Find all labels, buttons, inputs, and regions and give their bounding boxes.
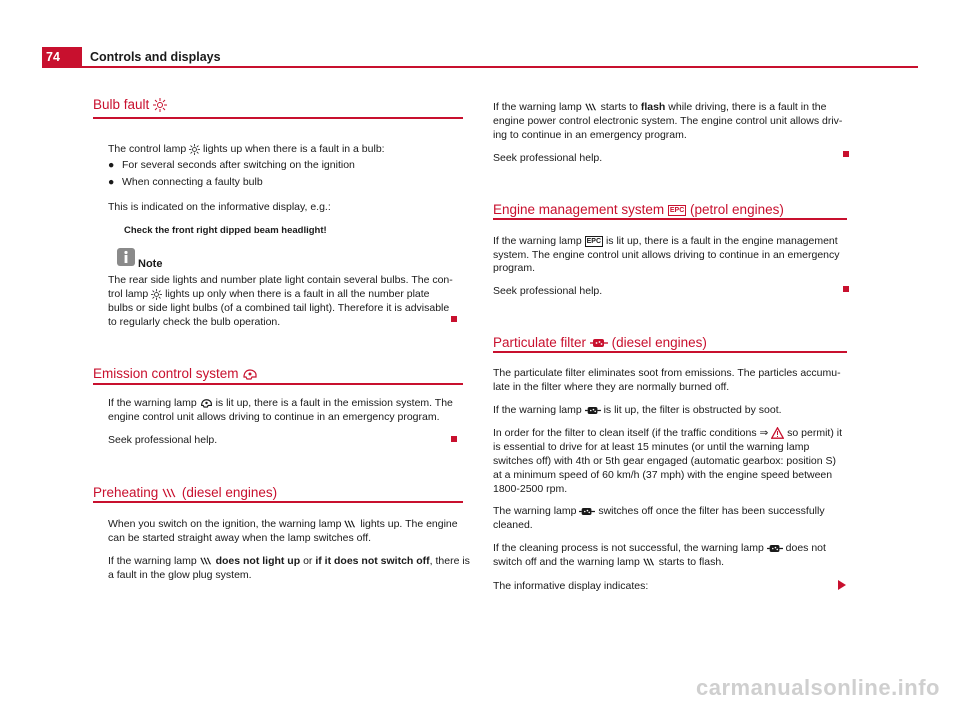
emission-lamp-icon bbox=[200, 398, 213, 408]
emission-title: Emission control system bbox=[93, 365, 258, 383]
glow-flash-line: ing to continue in an emergency program. bbox=[493, 129, 687, 141]
epc-title: Engine management system EPC (petrol engines) bbox=[493, 202, 784, 217]
section-end-mark bbox=[843, 151, 849, 157]
epc-line: program. bbox=[493, 262, 536, 274]
epc-lamp-icon: EPC bbox=[669, 206, 685, 214]
particulate-line: The particulate filter eliminates soot from emissions. The particles accumu- bbox=[493, 367, 841, 379]
glow-plug-icon bbox=[643, 557, 656, 567]
epc-lamp-icon: EPC bbox=[586, 237, 602, 245]
particulate-line: In order for the filter to clean itself (if the traffic conditions ⇒ so permit) it bbox=[493, 427, 842, 439]
particulate-line: late in the filter where they are normally burned off. bbox=[493, 381, 730, 393]
emission-rule bbox=[93, 383, 463, 385]
emission-help: Seek professional help. bbox=[108, 434, 218, 446]
particulate-filter-icon bbox=[585, 406, 601, 415]
preheating-line: a fault in the glow plug system. bbox=[108, 569, 252, 581]
glow-flash-line: If the warning lamp starts to flash while driving, there is a fault in the bbox=[493, 101, 827, 113]
bulb-lamp-icon bbox=[153, 98, 167, 112]
note-icon bbox=[117, 248, 135, 266]
bulb-display-intro: This is indicated on the informative display, e.g.: bbox=[108, 201, 331, 213]
display-message: Check the front right dipped beam headlight! bbox=[124, 225, 327, 236]
emission-line: engine control unit allows driving to continue in an emergency program. bbox=[108, 411, 440, 423]
preheating-line: If the warning lamp does not light up or if it does not switch off, there is bbox=[108, 555, 470, 567]
section-end-mark bbox=[451, 316, 457, 322]
bullet-dot: ● bbox=[108, 176, 115, 188]
glow-plug-icon bbox=[585, 102, 598, 112]
continue-arrow-icon bbox=[838, 580, 846, 590]
epc-line: If the warning lamp EPC is lit up, there is a fault in the engine management bbox=[493, 235, 838, 247]
epc-line: system. The engine control unit allows driving to continue in an emergency bbox=[493, 249, 840, 261]
emission-lamp-icon bbox=[242, 368, 258, 380]
preheating-rule bbox=[93, 501, 463, 503]
bulb-fault-rule bbox=[93, 117, 463, 119]
note-line: The rear side lights and number plate light contain several bulbs. The con- bbox=[108, 274, 453, 286]
bulb-lamp-icon bbox=[189, 144, 200, 155]
note-line: bulbs or side light bulbs (of a combined tail light). Therefore it is advisable bbox=[108, 302, 450, 314]
particulate-line: If the cleaning process is not successful, the warning lamp does not bbox=[493, 542, 826, 554]
particulate-line: The warning lamp switches off once the filter has been successfully bbox=[493, 505, 825, 517]
bullet-dot: ● bbox=[108, 159, 115, 171]
particulate-filter-icon bbox=[579, 507, 595, 516]
particulate-filter-icon bbox=[767, 544, 783, 553]
glow-plug-icon bbox=[344, 519, 357, 529]
particulate-line: 1800-2500 rpm. bbox=[493, 483, 568, 495]
note-line: trol lamp lights up only when there is a fault in all the number plate bbox=[108, 288, 430, 300]
particulate-line: If the warning lamp is lit up, the filter is obstructed by soot. bbox=[493, 404, 782, 416]
particulate-title: Particulate filter (diesel engines) bbox=[493, 335, 707, 350]
particulate-line: The informative display indicates: bbox=[493, 580, 649, 592]
particulate-line: cleaned. bbox=[493, 519, 533, 531]
bulb-lamp-icon bbox=[151, 289, 162, 300]
warning-triangle-icon[interactable] bbox=[771, 427, 784, 439]
particulate-line: switches off) with 4th or 5th gear engaged (automatic gearbox: position S) bbox=[493, 455, 836, 467]
preheating-line: can be started straight away when the lamp switches off. bbox=[108, 532, 372, 544]
bulb-intro: The control lamp lights up when there is a fault in a bulb: bbox=[108, 143, 385, 155]
note-label: Note bbox=[138, 258, 163, 270]
note-line: to regularly check the bulb operation. bbox=[108, 316, 281, 328]
page-header-title: Controls and displays bbox=[90, 50, 221, 64]
header-rule bbox=[82, 66, 918, 68]
glow-flash-line: engine power control electronic system. The engine control unit allows driv- bbox=[493, 115, 843, 127]
epc-help: Seek professional help. bbox=[493, 285, 603, 297]
section-end-mark bbox=[451, 436, 457, 442]
section-end-mark bbox=[843, 286, 849, 292]
preheating-title: Preheating (diesel engines) bbox=[93, 485, 278, 500]
glow-plug-icon bbox=[162, 487, 178, 499]
page-number: 74 bbox=[42, 47, 82, 68]
glow-plug-icon bbox=[200, 556, 213, 566]
glow-help: Seek professional help. bbox=[493, 152, 603, 164]
bulb-fault-title: Bulb fault bbox=[93, 96, 167, 114]
watermark: carmanualsonline.info bbox=[696, 675, 940, 700]
particulate-line: switch off and the warning lamp starts to flash. bbox=[493, 556, 725, 568]
particulate-line: is essential to drive for at least 15 minutes (or until the warning lamp bbox=[493, 441, 810, 453]
particulate-rule bbox=[493, 351, 847, 353]
epc-rule bbox=[493, 218, 847, 220]
particulate-filter-icon bbox=[590, 338, 608, 348]
preheating-line: When you switch on the ignition, the warning lamp lights up. The engine bbox=[108, 518, 458, 530]
emission-line: If the warning lamp is lit up, there is a fault in the emission system. The bbox=[108, 397, 453, 409]
particulate-line: at a minimum speed of 60 km/h (37 mph) with the engine speed between bbox=[493, 469, 833, 481]
